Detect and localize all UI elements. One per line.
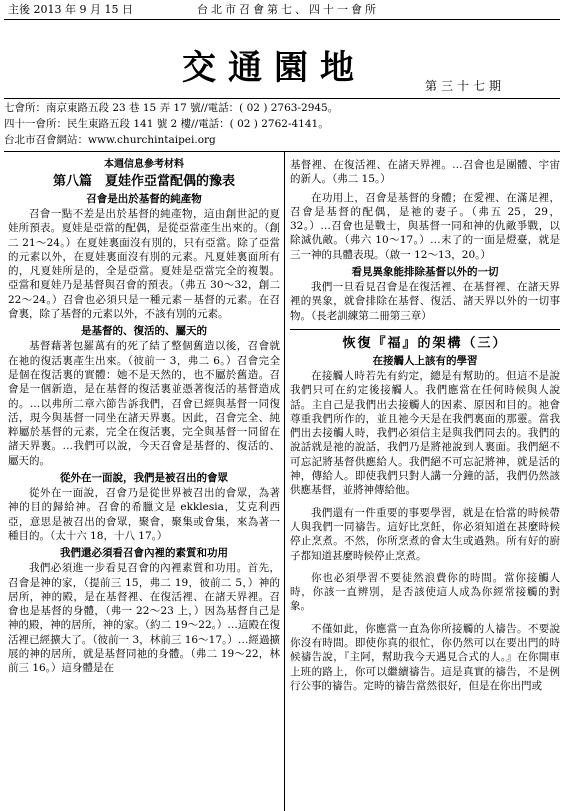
issue-date: 主後 2013 年 9 月 15 日 <box>8 3 133 16</box>
paragraph: 基督藉著包羅萬有的死了結了整個舊造以後，召會就在祂的復活裏產生出來。（彼前一 3，弗二 6。）召會完全是個在復活裏的實體：她不是天然的，也不屬於舊造。召會是一個新造，是在基督的復活裏並憑著復活的基督造成的。…以弗所二章六節告訴我們，召會已經與基督一同復活，現今與基督一同坐在諸天界裏。因此，召會完全、純粹屬於基督的元素，完全在復活裏，完全與基督一同留在諸天界裏。…我們可以說，今天召會是基督的、復活的、屬天的。 <box>8 340 280 467</box>
right-column <box>290 158 560 693</box>
heading-intrinsic-essence: 我們還必須看召會內裡的素質和功用 <box>60 547 228 560</box>
paragraph: 我們還有一件重要的事要學習，就是在恰當的時候帶人與我們一同禱告。這好比烹飪，你必須知道在甚麼時候停止烹煮。不然，你所烹煮的會太生或過熟。所有好的廚子都知道甚麼時候停止烹煮。 <box>290 506 560 562</box>
paragraph: 在功用上，召會是基督的身體；在愛裡、在滿足裡，召會是基督的配偶，是祂的妻子。（弗五 25，29，32。）…召會也是戰士，與基督一同和神的仇敵爭戰，以除滅仇敵。（弗六 10～17。）…末了的一面是燈臺，就是三一神的具體表現。（啟一 12～13，20。） <box>290 191 560 261</box>
paragraph: 召會一點不差是出於基督的純產物，這由創世記的夏娃所預表。夏娃是亞當的配偶，是從亞當產生出來的。（創二 21～24。）在夏娃裏面沒有別的，只有亞當。除了亞當的元素以外，在夏娃裏面沒有別的元素。凡夏娃裏面所有的，凡夏娃所是的，全是亞當。夏娃是亞當完全的複製。亞當和夏娃乃是基督與召會的預表。（弗五 30～32，創二 22～24。）召會也必須只是一種元素－基督的元素。在召會裏，除了基督的元素以外，不該有別的元素。 <box>8 208 280 321</box>
address-hall-41: 四十一會所：民生東路五段 141 號 2 樓//電話：( 02 ) 2762-4141。 <box>4 118 329 130</box>
issue-number: 第三十七期 <box>425 79 506 93</box>
top-header-bar <box>4 0 560 20</box>
paragraph: 從外在一面說，召會乃是從世界被召出的會眾，為著神的目的歸給神。召會的希臘文是 ekklesia，艾克利西亞，意思是被召出的會眾，聚會，聚集或會集，來為著一種目的。（太十六 18，十八 17。） <box>8 487 280 542</box>
heading-contacting-people: 在接觸人上該有的學習 <box>372 354 478 367</box>
section-divider <box>290 329 560 330</box>
source-label: 本週信息參考材料 <box>104 159 184 170</box>
heading-pure-product: 召會是出於基督的純產物 <box>86 193 202 205</box>
heading-called-out: 從外在一面說，我們是被召出的會眾 <box>60 472 228 485</box>
address-hall-7: 七會所：南京東路五段 23 巷 15 弄 17 號//電話：( 02 ) 2763-2945。 <box>4 102 339 114</box>
website-link[interactable]: 台北市召會網站：www.churchintaipei.org <box>4 134 216 146</box>
heading-resurrection: 是基督的、復活的、屬天的 <box>81 325 207 338</box>
address-divider <box>4 151 560 152</box>
chapter-title: 第八篇 夏娃作亞當配偶的豫表 <box>52 174 235 189</box>
section-title: 恢復『福』的架構（三） <box>342 335 508 351</box>
paragraph: 不僅如此，你應當一直為你所接觸的人禱告。不要說你沒有時間。即使你真的很忙，你仍然可以在要出門的時候禱告說，『主阿，幫助我今天遇見合式的人。』在你開車上班的路上，你可以繼續禱告。這是真實的禱告，不是例行公事的禱告。定時的禱告當然很好，但是在你出門或 <box>290 622 560 692</box>
masthead-title: 交通園地 <box>182 48 366 88</box>
heading-vision: 看見異象能排除基督以外的一切 <box>351 266 499 279</box>
left-column <box>8 158 280 676</box>
paragraph: 你也必須學習不要徒然浪費你的時間。當你接觸人時，你該一直辨別，是否該使這人成為你經常接觸的對象。 <box>290 571 560 613</box>
church-name: 台北市召會第七、四十一會所 <box>197 3 379 16</box>
paragraph: 我們一旦看見召會是在復活裡、在基督裡、在諸天界裡的異象，就會排除在基督、復活、諸天界以外的一切事物。（長老訓練第二冊第三章） <box>290 281 560 322</box>
masthead-divider <box>4 98 560 99</box>
address-block <box>4 100 560 148</box>
paragraph: 在接觸人時若先有約定，總是有幫助的。但這不是說我們只可在約定後接觸人。我們應當在任何時候與人說話。主自己是我們出去接觸人的因素、原因和目的。祂會尊重我們所作的，並且祂今天是在我們裏面的那靈。當我們出去接觸人時，我們必須信主是與我們同去的。我們的說話就是祂的說話，我們乃是將祂說到人裏面。我們絕不可忘記將基督供應給人。我們絕不可忘記將神，就是活的神，傳給人。即使我們只對人講一分鐘的話，我們仍然該供應基督，並將神傳給他。 <box>290 369 560 497</box>
paragraph: 基督裡、在復活裡、在諸天界裡。…召會也是團體、宇宙的新人。（弗二 15。） <box>290 159 560 186</box>
paragraph: 我們必須進一步看見召會的內裡素質和功用。首先，召會是神的家，（提前三 15，弗二 19，彼前二 5，）神的居所，神的殿，是在基督裡、在復活裡、在諸天界裡。召會也是基督的身體，（弗一 22～23 上，）因為基督自己是神的殿，神的居所，神的家。（約二 19～22。）…這殿在復活裡已經擴大了。（彼前一 3，林前三 16～17。）…經過擴展的神的居所，就是基督同祂的身體。（弗二 19～22，林前三 16。）這身體是在 <box>8 562 280 675</box>
column-divider <box>284 152 285 811</box>
